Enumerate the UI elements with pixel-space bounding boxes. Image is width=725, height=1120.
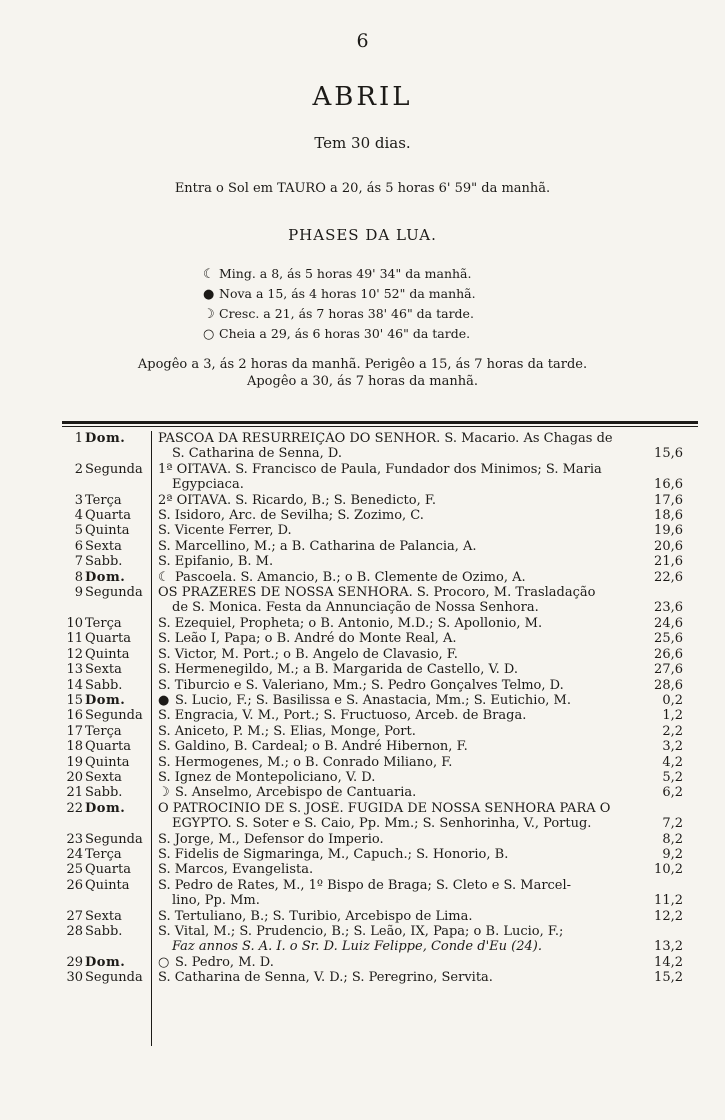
moon-phase-icon: ☽ bbox=[158, 785, 170, 801]
saints-description bbox=[158, 878, 642, 909]
apogee-line-2: Apogêo a 30, ás 7 horas da manhã. bbox=[246, 374, 479, 389]
calendar-row bbox=[0, 508, 725, 523]
moon-age-value: 15,6 bbox=[654, 446, 683, 462]
description-line: S. Tertuliano, B.; S. Turibio, Arcebispo de Lima. bbox=[158, 908, 473, 924]
description-line: S. Catharina de Senna, V. D.; S. Peregrino, Servita. bbox=[158, 970, 493, 986]
description-line: S. Hermenegildo, M.; a B. Margarida de Castello, V. D. bbox=[158, 662, 518, 678]
calendar-row bbox=[0, 647, 725, 662]
description-line: EGYPTO. S. Soter e S. Caio, Pp. Mm.; S. Senhorinha, V., Portug. bbox=[172, 816, 592, 832]
saints-description bbox=[158, 955, 642, 970]
description-line: ○ S. Pedro, M. D. bbox=[158, 954, 274, 970]
moon-age-value: 26,6 bbox=[654, 646, 683, 662]
saints-description bbox=[158, 739, 642, 754]
description-line: S. Fidelis de Sigmaringa, M., Capuch.; S. Honorio, B. bbox=[158, 846, 509, 862]
description-line: S. Vital, M.; S. Prudencio, B.; S. Leão, IX, Papa; o B. Lucio, F.; bbox=[158, 924, 564, 939]
weekday: Dom. bbox=[85, 800, 126, 816]
day-number: 11 bbox=[66, 631, 83, 647]
moon-phase-full: ○ Cheia a 29, ás 6 horas 30' 46" da tarde. bbox=[203, 326, 471, 342]
moon-age-value: 20,6 bbox=[654, 538, 683, 554]
moon-age-value: 19,6 bbox=[654, 523, 683, 539]
saints-description bbox=[158, 539, 642, 554]
description-line: ● S. Lucio, F.; S. Basilissa e S. Anastacia, Mm.; S. Eutichio, M. bbox=[158, 692, 571, 708]
description-line: S. Tiburcio e S. Valeriano, Mm.; S. Pedro Gonçalves Telmo, D. bbox=[158, 677, 564, 693]
saints-description bbox=[158, 862, 642, 877]
saints-description bbox=[158, 801, 642, 832]
moon-age-value: 7,2 bbox=[662, 816, 683, 832]
weekday: Quarta bbox=[85, 862, 131, 878]
weekday: Sabb. bbox=[85, 677, 123, 693]
weekday: Sexta bbox=[85, 662, 122, 678]
calendar-table bbox=[0, 431, 725, 986]
saints-description bbox=[158, 554, 642, 569]
calendar-row bbox=[0, 862, 725, 877]
waning-moon-icon: ☾ bbox=[203, 267, 215, 282]
moon-age-value: 1,2 bbox=[662, 708, 683, 724]
day-number: 6 bbox=[74, 538, 83, 554]
day-number: 8 bbox=[74, 569, 83, 585]
days-count: Tem 30 dias. bbox=[314, 134, 411, 152]
calendar-row bbox=[0, 585, 725, 616]
page-number: 6 bbox=[356, 30, 369, 52]
calendar-row bbox=[0, 693, 725, 708]
day-number: 9 bbox=[74, 585, 83, 601]
calendar-row bbox=[0, 739, 725, 754]
saints-description bbox=[158, 616, 642, 631]
saints-description bbox=[158, 462, 642, 493]
description-line: S. Epifanio, B. M. bbox=[158, 554, 274, 570]
calendar-row bbox=[0, 554, 725, 569]
crescent-moon-icon: ☽ bbox=[203, 307, 215, 322]
moon-age-value: 16,6 bbox=[654, 477, 683, 493]
day-number: 12 bbox=[66, 646, 83, 662]
moon-age-value: 27,6 bbox=[654, 662, 683, 678]
description-line: ☾ Pascoela. S. Amancio, B.; o B. Clemente de Ozimo, A. bbox=[158, 569, 526, 585]
weekday: Terça bbox=[85, 615, 122, 631]
calendar-row bbox=[0, 970, 725, 985]
weekday: Segunda bbox=[85, 585, 143, 601]
moon-age-value: 13,2 bbox=[654, 939, 683, 955]
description-line: S. Hermogenes, M.; o B. Conrado Miliano, F. bbox=[158, 754, 453, 770]
description-line: lino, Pp. Mm. bbox=[172, 893, 260, 909]
saints-description bbox=[158, 970, 642, 985]
calendar-row bbox=[0, 493, 725, 508]
saints-description bbox=[158, 755, 642, 770]
saints-description bbox=[158, 523, 642, 538]
day-number: 16 bbox=[66, 708, 83, 724]
weekday: Quarta bbox=[85, 508, 131, 524]
day-number: 21 bbox=[66, 785, 83, 801]
moon-age-value: 2,2 bbox=[662, 723, 683, 739]
description-line: S. Marcos, Evangelista. bbox=[158, 862, 314, 878]
description-line: S. Victor, M. Port.; o B. Angelo de Clavasio, F. bbox=[158, 646, 458, 662]
day-number: 15 bbox=[66, 692, 83, 708]
weekday: Segunda bbox=[85, 708, 143, 724]
moon-age-value: 14,2 bbox=[654, 954, 683, 970]
weekday: Quinta bbox=[85, 754, 130, 770]
saints-description bbox=[158, 832, 642, 847]
moon-phases-title: PHASES DA LUA. bbox=[288, 226, 437, 244]
day-number: 30 bbox=[66, 970, 83, 986]
day-number: 28 bbox=[66, 924, 83, 939]
day-number: 18 bbox=[66, 739, 83, 755]
moon-phase-icon: ☾ bbox=[158, 569, 170, 585]
weekday: Terça bbox=[85, 492, 122, 508]
calendar-row bbox=[0, 662, 725, 677]
weekday: Sabb. bbox=[85, 924, 123, 939]
moon-phase-icon: ○ bbox=[158, 954, 170, 970]
weekday: Quinta bbox=[85, 646, 130, 662]
saints-description bbox=[158, 708, 642, 723]
description-line: Egypciaca. bbox=[172, 477, 244, 493]
calendar-row bbox=[0, 785, 725, 800]
description-line: S. Aniceto, P. M.; S. Elias, Monge, Port. bbox=[158, 723, 416, 739]
moon-age-value: 24,6 bbox=[654, 615, 683, 631]
new-moon-icon: ● bbox=[203, 287, 215, 302]
description-line: S. Vicente Ferrer, D. bbox=[158, 523, 292, 539]
weekday: Segunda bbox=[85, 461, 143, 477]
calendar-row bbox=[0, 616, 725, 631]
moon-phase-icon: ● bbox=[158, 692, 170, 708]
calendar-row bbox=[0, 570, 725, 585]
calendar-row bbox=[0, 724, 725, 739]
calendar-row bbox=[0, 801, 725, 832]
day-number: 2 bbox=[74, 461, 83, 477]
saints-description bbox=[158, 924, 642, 955]
weekday: Sexta bbox=[85, 538, 122, 554]
description-line: S. Isidoro, Arc. de Sevilha; S. Zozimo, C. bbox=[158, 508, 424, 524]
saints-description bbox=[158, 585, 642, 616]
calendar-row bbox=[0, 909, 725, 924]
day-number: 13 bbox=[66, 662, 83, 678]
day-number: 24 bbox=[66, 846, 83, 862]
day-number: 20 bbox=[66, 769, 83, 785]
saints-description bbox=[158, 508, 642, 523]
weekday: Dom. bbox=[85, 431, 126, 446]
calendar-row bbox=[0, 523, 725, 538]
moon-age-value: 17,6 bbox=[654, 492, 683, 508]
weekday: Terça bbox=[85, 723, 122, 739]
weekday: Sabb. bbox=[85, 554, 123, 570]
day-number: 3 bbox=[74, 492, 83, 508]
weekday: Dom. bbox=[85, 692, 126, 708]
description-line: 2ª OITAVA. S. Ricardo, B.; S. Benedicto, F. bbox=[158, 492, 436, 508]
saints-description bbox=[158, 493, 642, 508]
day-number: 17 bbox=[66, 723, 83, 739]
saints-description bbox=[158, 847, 642, 862]
moon-age-value: 23,6 bbox=[654, 600, 683, 616]
saints-description bbox=[158, 770, 642, 785]
day-number: 14 bbox=[66, 677, 83, 693]
moon-age-value: 0,2 bbox=[662, 692, 683, 708]
saints-description bbox=[158, 724, 642, 739]
description-line: PASCOA DA RESURREIÇÃO DO SENHOR. S. Macario. As Chagas de bbox=[158, 431, 613, 446]
day-number: 5 bbox=[74, 523, 83, 539]
calendar-row bbox=[0, 539, 725, 554]
description-line: ☽ S. Anselmo, Arcebispo de Cantuaria. bbox=[158, 785, 417, 801]
calendar-row bbox=[0, 678, 725, 693]
weekday: Sexta bbox=[85, 769, 122, 785]
month-title: ABRIL bbox=[312, 82, 413, 112]
calendar-row bbox=[0, 431, 725, 462]
day-number: 7 bbox=[74, 554, 83, 570]
weekday: Sabb. bbox=[85, 785, 123, 801]
description-line: S. Leão I, Papa; o B. André do Monte Real, A. bbox=[158, 631, 457, 647]
day-number: 19 bbox=[66, 754, 83, 770]
weekday: Terça bbox=[85, 846, 122, 862]
calendar-row bbox=[0, 462, 725, 493]
moon-age-value: 28,6 bbox=[654, 677, 683, 693]
calendar-row bbox=[0, 770, 725, 785]
saints-description bbox=[158, 431, 642, 462]
moon-age-value: 18,6 bbox=[654, 508, 683, 524]
weekday: Segunda bbox=[85, 831, 143, 847]
weekday: Quinta bbox=[85, 523, 130, 539]
description-line: S. Catharina de Senna, D. bbox=[172, 446, 342, 462]
saints-description bbox=[158, 909, 642, 924]
moon-age-value: 6,2 bbox=[662, 785, 683, 801]
description-line: S. Galdino, B. Cardeal; o B. André Hibernon, F. bbox=[158, 739, 468, 755]
calendar-row bbox=[0, 924, 725, 955]
saints-description bbox=[158, 631, 642, 646]
moon-phase-waning: ☾ Ming. a 8, ás 5 horas 49' 34" da manhã. bbox=[203, 266, 472, 282]
moon-age-value: 25,6 bbox=[654, 631, 683, 647]
saints-description bbox=[158, 785, 642, 800]
saints-description bbox=[158, 662, 642, 677]
moon-phase-crescent: ☽ Cresc. a 21, ás 7 horas 38' 46" da tarde. bbox=[203, 306, 474, 322]
calendar-row bbox=[0, 755, 725, 770]
weekday: Quarta bbox=[85, 739, 131, 755]
weekday: Dom. bbox=[85, 954, 126, 970]
moon-age-value: 9,2 bbox=[662, 846, 683, 862]
weekday: Dom. bbox=[85, 569, 126, 585]
moon-age-value: 12,2 bbox=[654, 908, 683, 924]
moon-age-value: 22,6 bbox=[654, 569, 683, 585]
weekday: Quinta bbox=[85, 877, 130, 893]
moon-phases-list bbox=[203, 264, 476, 344]
saints-description bbox=[158, 570, 642, 585]
saints-description bbox=[158, 678, 642, 693]
description-line: de S. Monica. Festa da Annunciação de Nossa Senhora. bbox=[172, 600, 539, 616]
description-line: S. Pedro de Rates, M., 1º Bispo de Braga; S. Cleto e S. Marcel- bbox=[158, 877, 572, 893]
calendar-row bbox=[0, 955, 725, 970]
weekday: Sexta bbox=[85, 908, 122, 924]
day-number: 23 bbox=[66, 831, 83, 847]
description-line: 1ª OITAVA. S. Francisco de Paula, Fundador dos Minimos; S. Maria bbox=[158, 461, 602, 477]
moon-age-value: 10,2 bbox=[654, 862, 683, 878]
moon-age-value: 15,2 bbox=[654, 970, 683, 986]
description-line: S. Jorge, M., Defensor do Imperio. bbox=[158, 831, 384, 847]
description-line: S. Ignez de Montepoliciano, V. D. bbox=[158, 769, 376, 785]
table-top-rule-thin bbox=[62, 426, 698, 427]
day-number: 10 bbox=[66, 615, 83, 631]
calendar-row bbox=[0, 847, 725, 862]
day-number: 25 bbox=[66, 862, 83, 878]
moon-age-value: 5,2 bbox=[662, 769, 683, 785]
day-number: 4 bbox=[74, 508, 83, 524]
moon-age-value: 8,2 bbox=[662, 831, 683, 847]
day-number: 29 bbox=[66, 954, 83, 970]
saints-description bbox=[158, 693, 642, 708]
calendar-row bbox=[0, 631, 725, 646]
moon-age-value: 21,6 bbox=[654, 554, 683, 570]
moon-age-value: 11,2 bbox=[654, 893, 683, 909]
description-line: OS PRAZERES DE NOSSA SENHORA. S. Procoro, M. Trasladação bbox=[158, 585, 596, 601]
table-top-rule bbox=[62, 421, 698, 424]
moon-age-value: 4,2 bbox=[662, 754, 683, 770]
calendar-row bbox=[0, 832, 725, 847]
description-line: S. Ezequiel, Propheta; o B. Antonio, M.D.; S. Apollonio, M. bbox=[158, 615, 543, 631]
description-line: O PATROCINIO DE S. JOSÉ. FUGIDA DE NOSSA SENHORA PARA O bbox=[158, 800, 611, 816]
moon-phase-new: ● Nova a 15, ás 4 horas 10' 52" da manhã. bbox=[203, 286, 476, 302]
description-line: S. Marcellino, M.; a B. Catharina de Palancia, A. bbox=[158, 538, 477, 554]
day-number: 22 bbox=[66, 800, 83, 816]
description-line: S. Engracia, V. M., Port.; S. Fructuoso, Arceb. de Braga. bbox=[158, 708, 527, 724]
moon-age-value: 3,2 bbox=[662, 739, 683, 755]
calendar-row bbox=[0, 878, 725, 909]
weekday: Quarta bbox=[85, 631, 131, 647]
day-number: 1 bbox=[74, 431, 83, 446]
apogee-line-1: Apogêo a 3, ás 2 horas da manhã. Perigêo a 15, ás 7 horas da tarde. bbox=[137, 357, 588, 372]
day-number: 26 bbox=[66, 877, 83, 893]
sun-entry-line: Entra o Sol em TAURO a 20, ás 5 horas 6' 59" da manhã. bbox=[174, 181, 551, 196]
calendar-row bbox=[0, 708, 725, 723]
description-line: Faz annos S. A. I. o Sr. D. Luiz Felippe, Conde d'Eu (24). bbox=[172, 939, 542, 955]
saints-description bbox=[158, 647, 642, 662]
full-moon-icon: ○ bbox=[203, 327, 215, 342]
day-number: 27 bbox=[66, 908, 83, 924]
weekday: Segunda bbox=[85, 970, 143, 986]
